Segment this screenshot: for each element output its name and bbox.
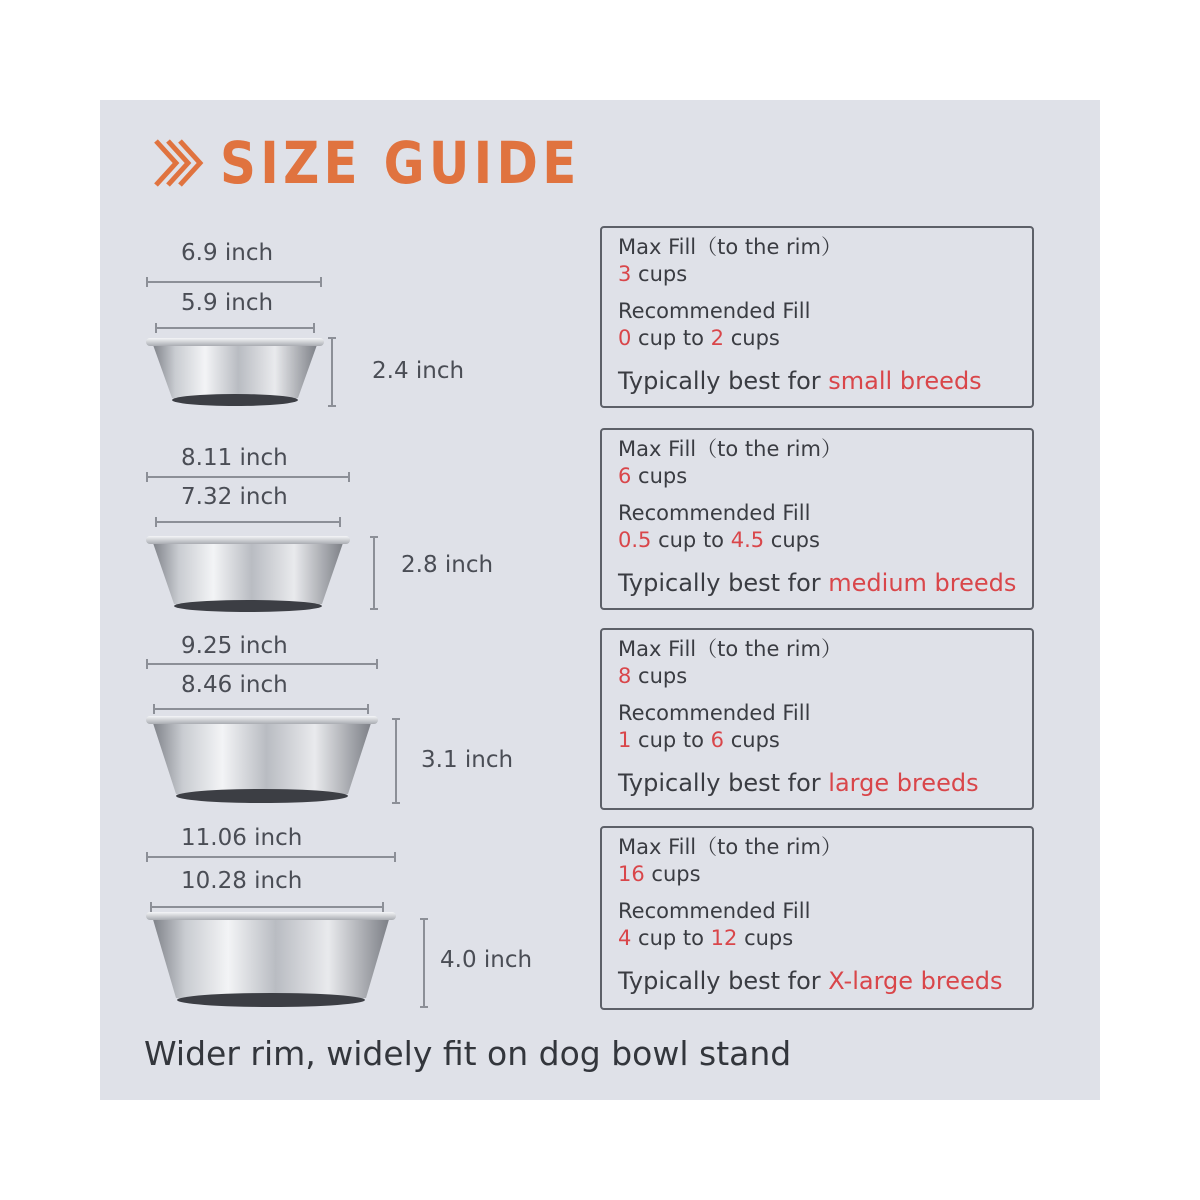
max-fill-label: Max Fill（to the rim） xyxy=(618,437,842,461)
fill-info-card-medium xyxy=(600,428,1034,610)
height-label: 2.4 inch xyxy=(372,358,465,384)
max-fill-value: 3 cups xyxy=(618,262,688,286)
recommended-fill-value: 4 cup to 12 cups xyxy=(618,926,794,950)
outer-diameter-line xyxy=(146,856,396,858)
size-guide-title xyxy=(152,128,639,198)
recommended-fill-label: Recommended Fill xyxy=(618,299,811,323)
max-fill-label: Max Fill（to the rim） xyxy=(618,835,842,859)
fill-info-card-small xyxy=(600,226,1034,408)
height-line xyxy=(373,536,375,610)
outer-diameter-label: 11.06 inch xyxy=(181,825,303,851)
recommended-fill-label: Recommended Fill xyxy=(618,701,811,725)
inner-diameter-line xyxy=(155,327,315,329)
bowl-small-image xyxy=(146,332,324,408)
inner-diameter-label: 5.9 inch xyxy=(181,290,274,316)
best-for-text: Typically best for large breeds xyxy=(618,769,979,797)
max-fill-value: 8 cups xyxy=(618,664,688,688)
outer-diameter-line xyxy=(146,663,378,665)
bowl-medium-image xyxy=(146,530,350,614)
height-label: 4.0 inch xyxy=(440,947,533,973)
max-fill-label: Max Fill（to the rim） xyxy=(618,637,842,661)
bowl-xlarge-image xyxy=(146,904,396,1008)
recommended-fill-label: Recommended Fill xyxy=(618,899,811,923)
fill-info-card-xlarge xyxy=(600,826,1034,1010)
recommended-fill-label: Recommended Fill xyxy=(618,501,811,525)
recommended-fill-value: 0.5 cup to 4.5 cups xyxy=(618,528,820,552)
outer-diameter-label: 9.25 inch xyxy=(181,633,288,659)
inner-diameter-label: 7.32 inch xyxy=(181,484,288,510)
best-for-text: Typically best for small breeds xyxy=(618,367,982,395)
page-title: SIZE GUIDE xyxy=(220,129,581,197)
inner-diameter-label: 8.46 inch xyxy=(181,672,288,698)
height-label: 3.1 inch xyxy=(421,747,514,773)
recommended-fill-value: 1 cup to 6 cups xyxy=(618,728,780,752)
max-fill-value: 16 cups xyxy=(618,862,701,886)
max-fill-value: 6 cups xyxy=(618,464,688,488)
recommended-fill-value: 0 cup to 2 cups xyxy=(618,326,780,350)
outer-diameter-label: 8.11 inch xyxy=(181,445,288,471)
double-chevron-icon xyxy=(152,135,208,191)
best-for-text: Typically best for X-large breeds xyxy=(618,967,1003,995)
best-for-text: Typically best for medium breeds xyxy=(618,569,1017,597)
height-line xyxy=(423,918,425,1008)
footer-caption: Wider rim, widely fit on dog bowl stand xyxy=(144,1034,792,1073)
outer-diameter-label: 6.9 inch xyxy=(181,240,274,266)
height-line xyxy=(331,337,333,407)
bowl-large-image xyxy=(146,710,378,804)
outer-diameter-line xyxy=(146,476,350,478)
inner-diameter-line xyxy=(155,521,341,523)
height-line xyxy=(395,718,397,804)
height-label: 2.8 inch xyxy=(401,552,494,578)
fill-info-card-large xyxy=(600,628,1034,810)
outer-diameter-line xyxy=(146,281,322,283)
inner-diameter-label: 10.28 inch xyxy=(181,868,303,894)
max-fill-label: Max Fill（to the rim） xyxy=(618,235,842,259)
